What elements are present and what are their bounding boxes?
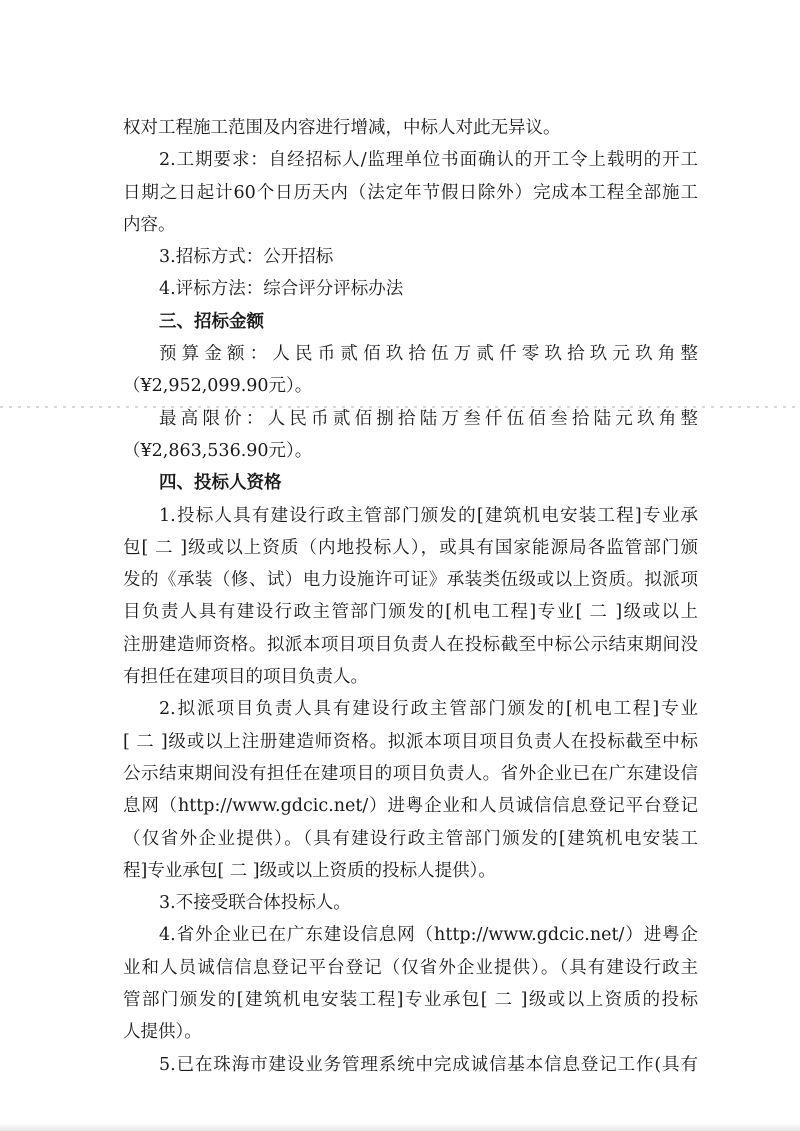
text-line: 3.招标方式：公开招标	[159, 247, 334, 268]
text-line: 5.已在珠海市建设业务管理系统中完成诚信基本信息登记工作(具有	[159, 1054, 698, 1075]
text-line: 人提供）。	[123, 1022, 202, 1043]
text-line: 公示结束期间没有担任在建项目的项目负责人。省外企业已在广东建设信	[123, 763, 698, 784]
document-body	[123, 112, 698, 1081]
text-line: 目负责人具有建设行政主管部门颁发的[机电工程]专业[ 二 ]级或以上	[123, 602, 698, 623]
text-line: 2.拟派项目负责人具有建设行政主管部门颁发的[机电工程]专业	[159, 699, 698, 720]
text-line: 1.投标人具有建设行政主管部门颁发的[建筑机电安装工程]专业承	[159, 505, 698, 526]
text-line: 注册建造师资格。拟派本项目项目负责人在投标截至中标公示结束期间没	[123, 634, 698, 655]
text-line: 权对工程施工范围及内容进行增减，中标人对此无异议。	[123, 118, 561, 138]
text-line: [ 二 ]级或以上注册建造师资格。拟派本项目项目负责人在投标截至中标	[123, 731, 698, 752]
text-line: 4.评标方法：综合评分评标办法	[159, 279, 404, 300]
text-line: 2.工期要求：自经招标人/监理单位书面确认的开工令上载明的开工	[159, 150, 698, 171]
text-line: 4.省外企业已在广东建设信息网（http://www.gdcic.net/）进粤企	[159, 925, 698, 946]
text-line: 业和人员诚信信息登记平台登记（仅省外企业提供）。（具有建设行政主	[123, 957, 698, 978]
page-bottom-edge	[0, 1123, 800, 1131]
text-line: （仅省外企业提供）。（具有建设行政主管部门颁发的[建筑机电安装工	[123, 828, 698, 849]
text-line: 日期之日起计60个日历天内（法定年节假日除外）完成本工程全部施工	[123, 182, 698, 203]
text-line: 程]专业承包[ 二 ]级或以上资质的投标人提供）。	[123, 860, 496, 881]
text-line: 管部门颁发的[建筑机电安装工程]专业承包[ 二 ]级或以上资质的投标	[123, 990, 698, 1011]
text-line: 内容。	[123, 214, 176, 235]
text-line: 发的《承装（修、试）电力设施许可证》承装类伍级或以上资质。拟派项	[123, 570, 698, 591]
text-line: 息网（http://www.gdcic.net/）进粤企业和人员诚信信息登记平台登记	[123, 796, 698, 817]
text-line: 包[ 二 ]级或以上资质（内地投标人），或具有国家能源局各监管部门颁	[123, 537, 698, 558]
text-line: （¥2,863,536.90元）。	[123, 440, 313, 461]
section-heading: 三、招标金额	[159, 311, 264, 332]
text-line: 最高限价：人民币贰佰捌拾陆万叁仟伍佰叁拾陆元玖角整	[159, 408, 698, 429]
text-line: 有担任在建项目的项目负责人。	[123, 667, 368, 688]
text-line: 3.不接受联合体投标人。	[159, 893, 351, 914]
section-heading: 四、投标人资格	[159, 473, 282, 494]
text-line: （¥2,952,099.90元）。	[123, 376, 313, 397]
text-line: 预算金额：人民币贰佰玖拾伍万贰仟零玖拾玖元玖角整	[159, 344, 698, 365]
